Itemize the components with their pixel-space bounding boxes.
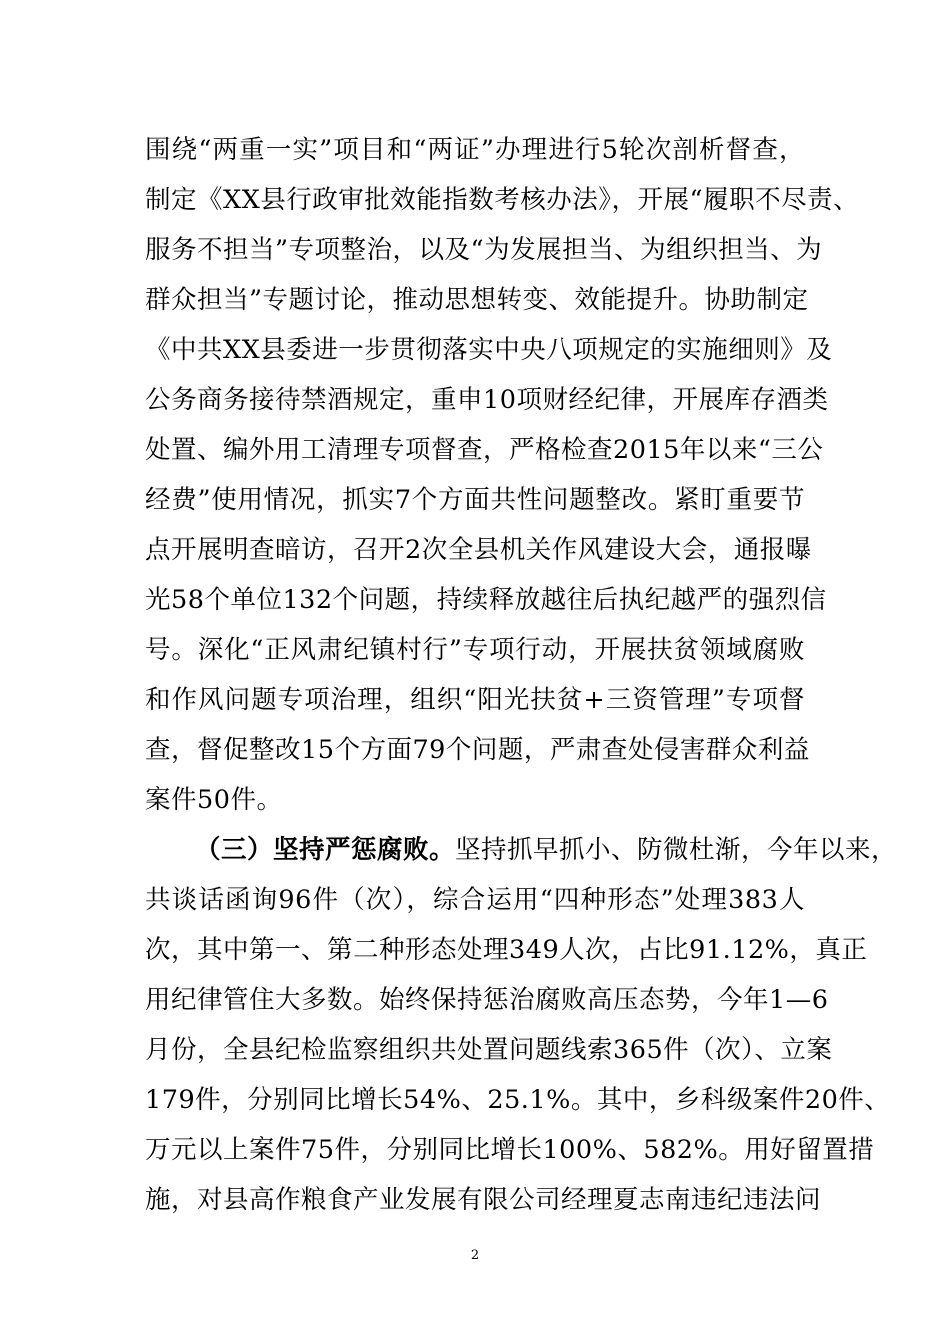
text-line: 共谈话函询96件（次），综合运用“四种形态”处理383人 (145, 885, 805, 915)
text-line: 《中共XX县委进一步贯彻落实中央八项规定的实施细则》及 (145, 335, 833, 365)
text-line: 光58个单位132个问题，持续释放越往后执纪越严的强烈信 (145, 585, 827, 615)
text-line: 179件，分别同比增长54%、25.1%。其中，乡科级案件20件、 (145, 1085, 891, 1115)
text-line: 和作风问题专项治理，组织“阳光扶贫+三资管理”专项督 (145, 685, 805, 715)
text-line: 处置、编外用工清理专项督查，严格检查2015年以来“三公 (145, 435, 824, 465)
text-line: 群众担当”专题讨论，推动思想转变、效能提升。协助制定 (145, 285, 809, 315)
text-line: 服务不担当”专项整治，以及“为发展担当、为组织担当、为 (145, 235, 823, 265)
text-line: 公务商务接待禁酒规定，重申10项财经纪律，开展库存酒类 (145, 385, 829, 415)
heading-line-text: 坚持抓早抓小、防微杜渐，今年以来， (455, 835, 898, 865)
text-line: 用纪律管住大多数。始终保持惩治腐败高压态势，今年1—6 (145, 985, 829, 1015)
page-number: 2 (470, 1248, 480, 1263)
text-line: 万元以上案件75件，分别同比增长100%、582%。用好留置措 (145, 1135, 875, 1165)
section-heading: （三）坚持严惩腐败。 (195, 835, 456, 865)
text-line: 经费”使用情况，抓实7个方面共性问题整改。紧盯重要节 (145, 485, 805, 515)
text-line: 点开展明查暗访，召开2次全县机关作风建设大会，通报曝 (145, 535, 812, 565)
text-line: 围绕“两重一实”项目和“两证”办理进行5轮次剖析督查， (145, 135, 805, 165)
text-line: 制定《XX县行政审批效能指数考核办法》，开展“履职不尽责、 (145, 185, 860, 215)
text-line: 案件50件。 (145, 785, 283, 815)
text-line: 号。深化“正风肃纪镇村行”专项行动，开展扶贫领域腐败 (145, 635, 805, 665)
text-line: 施，对县高作粮食产业发展有限公司经理夏志南违纪违法问 (145, 1185, 822, 1215)
text-line: 次，其中第一、第二种形态处理349人次，占比91.12%，真正 (145, 935, 868, 965)
text-line: 月份，全县纪检监察组织共处置问题线索365件（次）、立案 (145, 1035, 833, 1065)
text-line: 查，督促整改15个方面79个问题，严肃查处侵害群众利益 (145, 735, 810, 765)
text-line (195, 832, 898, 868)
